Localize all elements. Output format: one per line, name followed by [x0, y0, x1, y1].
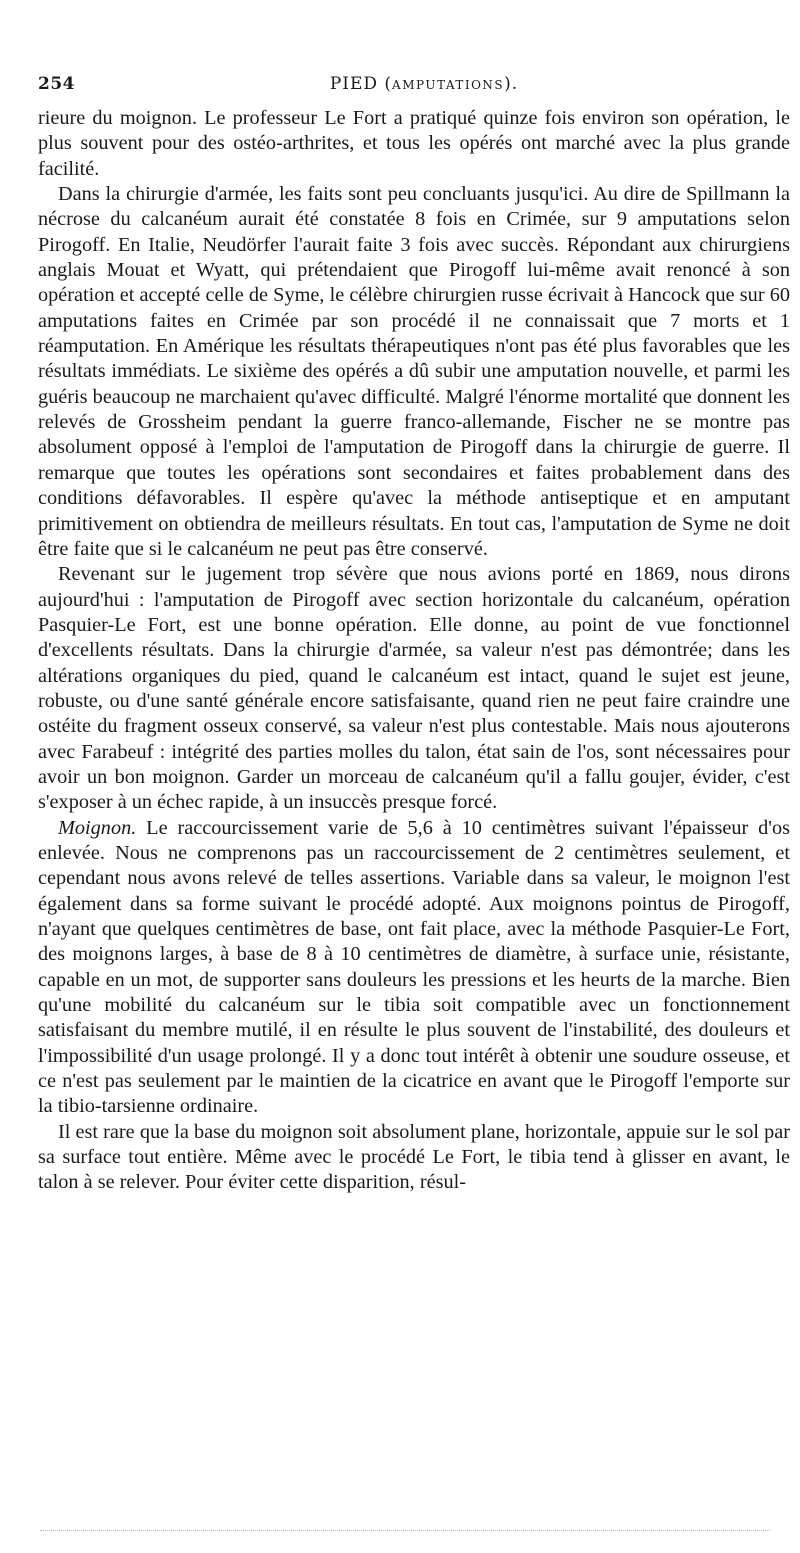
- paragraph-text: Le raccourcissement varie de 5,6 à 10 centimètres suivant l'épaisseur d'os enlevée. Nous ne comprenons pas un raccourcissement de 2 centimètres seulement, et cependant nous avons relevé de telles assertions. Variable dans sa valeur, le moignon l'est également dans sa forme suivant le procédé adopté. Aux moignons pointus de Pirogoff, n'ayant que quelques centimètres de base, ont fait place, avec la méthode Pasquier-Le Fort, des moignons larges, à base de 8 à 10 centimètres de diamètre, à surface unie, résistante, capable en un mot, de supporter sans douleurs les pressions et les heurts de la marche. Bien qu'une mobilité du calcanéum sur le tibia soit compatible avec un fonctionnement satisfaisant du membre mutilé, il en résulte le plus souvent de l'instabilité, des douleurs et l'impossibilité d'un usage prolongé. Il y a donc tout intérêt à obtenir une soudure osseuse, et ce n'est pas seulement par le maintien de la cicatrice en avant que le Pirogoff l'emporte sur la tibio-tarsienne ordinaire.: [38, 816, 790, 1118]
- page-number: 254: [38, 74, 75, 94]
- paragraph-text: rieure du moignon. Le professeur Le Fort a pratiqué quinze fois environ son opération, le plus souvent pour des ostéo-arthrites, et tous les opérés ont marché avec la plus grande facilité.: [38, 107, 790, 180]
- paragraph-3: [38, 562, 790, 815]
- page-title-smallcaps: AMPUTATIONS: [392, 78, 505, 92]
- page-title-main: PIED (: [329, 74, 393, 94]
- page-title: [38, 74, 790, 94]
- page-title-end: ).: [504, 74, 519, 94]
- paragraph-2: [38, 182, 790, 562]
- footer-rule: [40, 1530, 770, 1531]
- body-text: [38, 106, 790, 1196]
- paragraph-1: [38, 106, 790, 182]
- paragraph-lead: Moignon.: [58, 816, 137, 839]
- paragraph-5: [38, 1120, 790, 1196]
- paragraph-text: Revenant sur le jugement trop sévère que nous avions porté en 1869, nous dirons aujourd'hui : l'amputation de Pirogoff avec section horizontale du calcanéum, opération Pasquier-Le Fort, est une bonne opération. Elle donne, au point de vue fonctionnel d'excellents résultats. Dans la chirurgie d'armée, sa valeur n'est pas démontrée; dans les altérations organiques du pied, quand le calcanéum est intact, quand le sujet est jeune, robuste, ou d'une santé générale encore satisfaisante, quand rien ne peut faire craindre une ostéite du fragment osseux conservé, sa valeur n'est plus contestable. Mais nous ajouterons avec Farabeuf : intégrité des parties molles du talon, état sain de l'os, sont nécessaires pour avoir un bon moignon. Garder un morceau de calcanéum qu'il a fallu goujer, évider, c'est s'exposer à un échec rapide, à un insuccès presque forcé.: [38, 563, 790, 814]
- paragraph-4: [38, 816, 790, 1120]
- paragraph-text: Dans la chirurgie d'armée, les faits sont peu concluants jusqu'ici. Au dire de Spillmann la nécrose du calcanéum aurait été constatée 8 fois en Crimée, sur 9 amputations selon Pirogoff. En Italie, Neudörfer l'aurait faite 3 fois avec succès. Répondant aux chirurgiens anglais Mouat et Wyatt, qui prétendaient que Pirogoff lui-même avait renoncé à son opération et accepté celle de Syme, le célèbre chirurgien russe écrivait à Hancock que sur 60 amputations faites en Crimée par son procédé il ne connaissait que 7 morts et 1 réamputation. En Amérique les résultats thérapeutiques n'ont pas été plus favorables que les résultats immédiats. Le sixième des opérés a dû subir une amputation nouvelle, et parmi les guéris beaucoup ne marchaient qu'avec difficulté. Malgré l'énorme mortalité que donnent les relevés de Grossheim pendant la guerre franco-allemande, Fischer ne se montre pas absolument opposé à l'emploi de l'amputation de Pirogoff dans la chirurgie de guerre. Il remarque que toutes les opérations sont secondaires et faites probablement dans des conditions défavorables. Il espère qu'avec la méthode antiseptique et en amputant primitivement on obtiendra de meilleurs résultats. En tout cas, l'amputation de Syme ne doit être faite que si le calcanéum ne peut pas être conservé.: [38, 183, 790, 560]
- paragraph-text: Il est rare que la base du moignon soit absolument plane, horizontale, appuie sur le sol par sa surface tout entière. Même avec le procédé Le Fort, le tibia tend à glisser en avant, le talon à se relever. Pour éviter cette disparition, résul-: [38, 1120, 790, 1194]
- running-head: [38, 74, 790, 100]
